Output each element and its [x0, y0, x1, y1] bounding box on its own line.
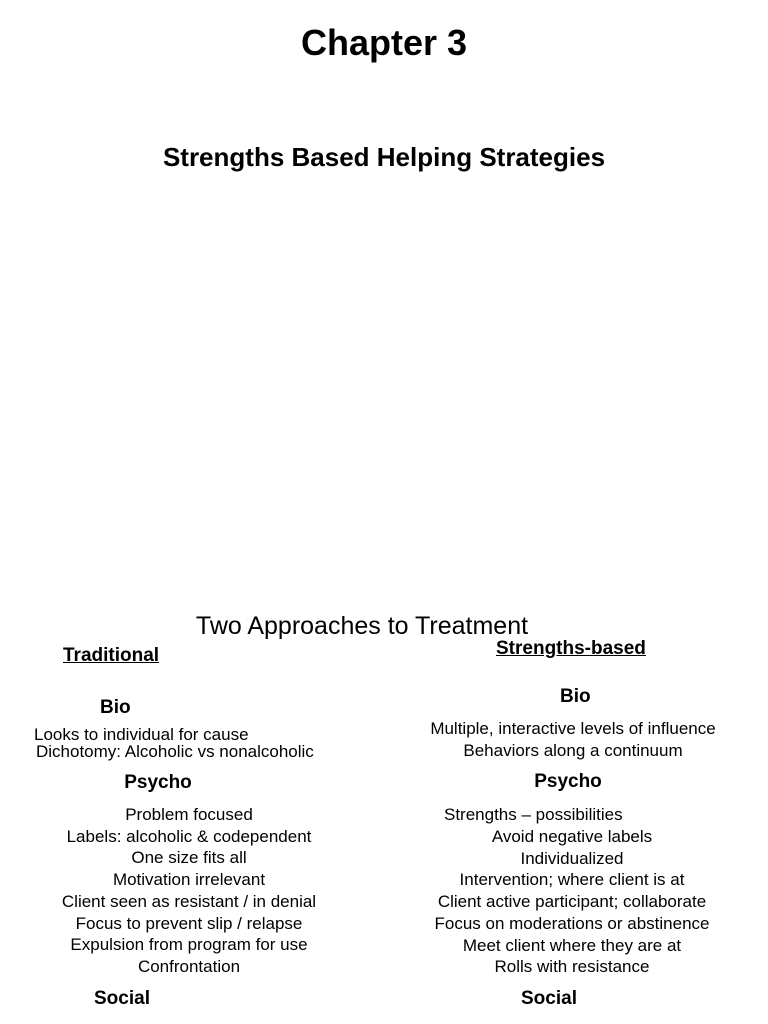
list-item: Focus to prevent slip / relapse	[75, 913, 303, 933]
list-item: Behaviors along a continuum	[463, 740, 683, 760]
traditional-psycho-heading: Psycho	[124, 772, 192, 793]
traditional-heading: Traditional	[63, 645, 160, 666]
list-item: Focus on moderations or abstinence	[434, 913, 710, 933]
list-item: Intervention; where client is at	[459, 870, 685, 890]
slide-title: Two Approaches to Treatment	[195, 612, 529, 640]
list-item: Motivation irrelevant	[112, 870, 266, 890]
strengths-based-heading: Strengths-based	[496, 638, 646, 659]
strengths-bio-heading: Bio	[560, 686, 591, 707]
traditional-bio-heading: Bio	[100, 697, 131, 718]
list-item: Meet client where they are at	[462, 935, 682, 955]
chapter-title: Chapter 3	[300, 22, 468, 63]
strengths-social-heading: Social	[521, 988, 577, 1009]
list-item: Client active participant; collaborate	[437, 892, 707, 912]
list-item: Multiple, interactive levels of influence	[430, 719, 716, 738]
strengths-psycho-line: Strengths – possibilities	[444, 805, 623, 824]
traditional-psycho-list	[30, 804, 348, 978]
list-item: Rolls with resistance	[494, 957, 650, 977]
list-item: Expulsion from program for use	[70, 935, 308, 955]
strengths-psycho-heading: Psycho	[534, 771, 602, 792]
strengths-bio-list	[406, 718, 740, 761]
list-item: One size fits all	[131, 848, 247, 868]
traditional-social-heading: Social	[94, 988, 150, 1009]
list-item: Individualized	[520, 848, 624, 868]
list-item: Labels: alcoholic & codependent	[66, 826, 312, 846]
list-item: Confrontation	[137, 956, 241, 976]
list-item: Avoid negative labels	[491, 827, 653, 846]
chapter-subtitle: Strengths Based Helping Strategies	[162, 142, 606, 172]
list-item: Problem focused	[125, 805, 253, 824]
traditional-bio-line: Looks to individual for cause	[34, 725, 249, 744]
traditional-bio-line: Dichotomy: Alcoholic vs nonalcoholic	[36, 742, 314, 761]
list-item: Client seen as resistant / in denial	[61, 891, 317, 911]
strengths-psycho-list	[412, 826, 732, 978]
